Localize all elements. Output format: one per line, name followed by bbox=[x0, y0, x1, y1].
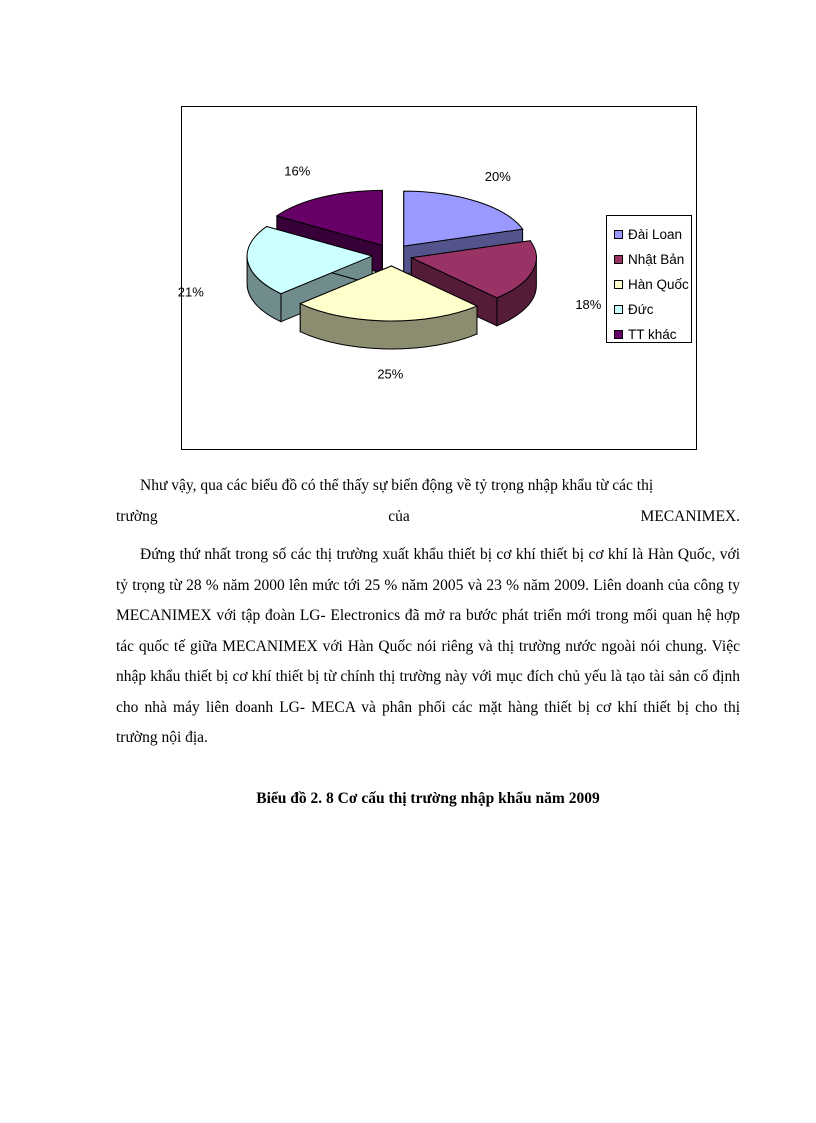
legend-swatch bbox=[614, 330, 623, 339]
legend-swatch bbox=[614, 280, 623, 289]
word: của bbox=[388, 507, 410, 525]
legend-swatch bbox=[614, 255, 623, 264]
legend-label: Hàn Quốc bbox=[628, 277, 689, 292]
legend-swatch bbox=[614, 305, 623, 314]
legend-item-dai-loan bbox=[614, 226, 682, 244]
paragraph-2-text: Đứng thứ nhất trong số các thị trường xuất khẩu thiết bị cơ khí thiết bị cơ khí là Hàn Quốc, với tỷ trọng từ 28 % năm 2000 lên mức tới 25 % năm 2005 và 23 % năm 2009. Liên doanh của công ty MECANIMEX với tập đoàn LG- Electronics đã mở ra bước phát triển mới trong mối quan hệ hợp tác quốc tế giữa MECANIMEX với Hàn Quốc nói riêng và thị trường nước ngoài nói chung. Việc nhập khẩu thiết bị cơ khí thiết bị từ chính thị trường này với mục đích chủ yếu là tạo tài sản cố định cho nhà máy liên doanh LG- MECA và phân phối các mặt hàng thiết bị cơ khí thiết bị cho thị trường nội địa. bbox=[116, 546, 740, 746]
pie-slice-label: 16% bbox=[284, 163, 311, 179]
legend-label: Đức bbox=[628, 302, 654, 317]
legend-item-nhat-ban bbox=[614, 251, 684, 269]
paragraph-1-line-2 bbox=[116, 502, 740, 533]
legend-item-han-quoc bbox=[614, 276, 689, 294]
legend-label: Đài Loan bbox=[628, 227, 683, 242]
word: trường bbox=[116, 507, 158, 525]
figure-caption: Biểu đồ 2. 8 Cơ cấu thị trường nhập khẩu năm 2009 bbox=[256, 790, 600, 807]
legend-item-tt-khac bbox=[614, 326, 677, 344]
pie-slice-label: 18% bbox=[575, 297, 602, 313]
pie-slice-label: 21% bbox=[177, 284, 204, 300]
chart-legend bbox=[606, 215, 692, 343]
paragraph-1 bbox=[116, 471, 740, 532]
legend-swatch bbox=[614, 230, 623, 239]
paragraph-2 bbox=[116, 540, 740, 754]
legend-item-duc bbox=[614, 301, 654, 319]
legend-label: TT khác bbox=[628, 327, 677, 342]
legend-label: Nhật Bản bbox=[628, 252, 685, 267]
paragraph-1-line-1: Như vậy, qua các biểu đồ có thể thấy sự biến động về tỷ trọng nhập khẩu từ các thị bbox=[140, 477, 654, 494]
word: MECANIMEX. bbox=[640, 507, 740, 525]
pie-slice-label: 20% bbox=[484, 169, 511, 185]
pie-slice-label: 25% bbox=[377, 366, 404, 382]
pie-chart bbox=[177, 106, 697, 450]
